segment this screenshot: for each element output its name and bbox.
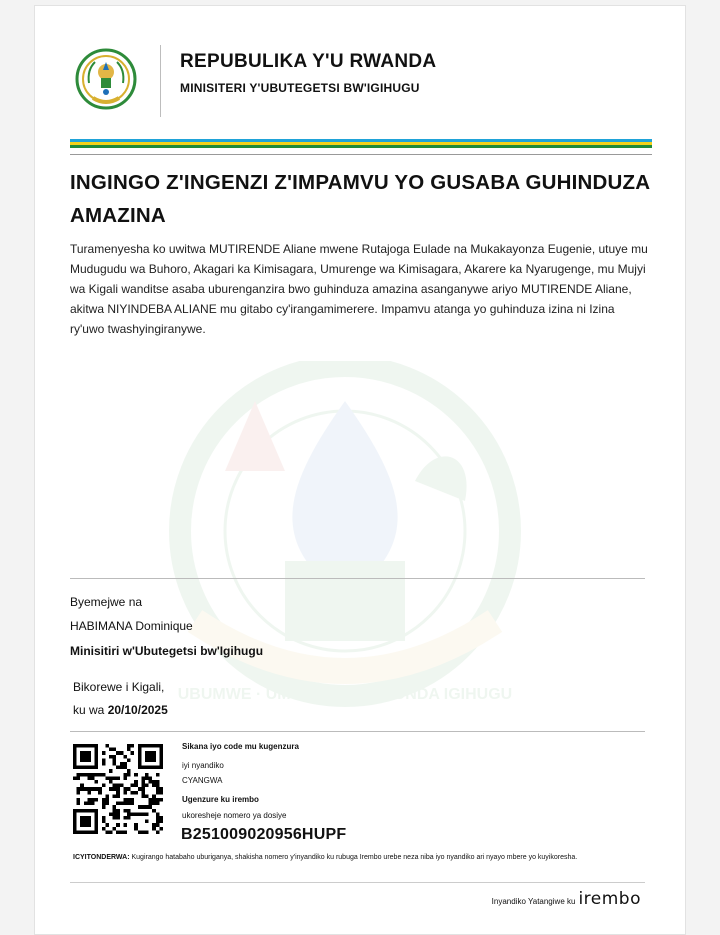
flag-underline <box>70 154 652 155</box>
approver-ministry: Minisitiri w'Ubutegetsi bw'Igihugu <box>70 644 264 658</box>
footer-text: Inyandiko Yatangiwe ku <box>491 897 576 906</box>
document-page <box>34 5 686 935</box>
approver-name: HABIMANA Dominique <box>70 619 193 633</box>
document-body: Turamenyesha ko uwitwa MUTIRENDE Aliane mwene Rutajoga Eulade na Mukakayonza Eugenie, utuye mu Mudugudu wa Buhoro, Akagari ka Kimisagara, Umurenge wa Kimisagara, Akarere ka Nyarugenge, mu Mujyi wa Kigali wanditse asaba uburenganzira bwo guhinduza amazina asanganywe ariyo MUTIRENDE Aliane, akitwa NIYINDEBA ALIANE mu gitabo cy'irangamimerere. Impamvu atanga yo guhinduza izina ni Izina ry'uwo twashyingiranywe. <box>70 242 648 336</box>
verify-line-5: ukoresheje nomero ya dosiye <box>182 811 287 820</box>
issue-date-prefix: ku wa <box>73 703 105 717</box>
document-number: B251009020956HUPF <box>181 826 347 843</box>
watermark-motto: UBUMWE · UMURIMO · GUKUNDA IGIHUGU <box>177 686 513 703</box>
warning-notice <box>73 851 653 864</box>
document-title: INGINGO Z'INGENZI Z'IMPAMVU YO GUSABA GUHINDUZA AMAZINA <box>70 171 650 227</box>
irembo-logo: irembo <box>578 889 641 909</box>
verify-line-3: CYANGWA <box>182 776 223 785</box>
verification-divider <box>70 731 645 732</box>
flag-stripe-green <box>70 145 652 148</box>
ministry-title: MINISITERI Y'UBUTEGETSI BW'IGIHUGU <box>180 81 420 95</box>
footer <box>492 889 641 909</box>
notice-text: Kugirango hatabaho uburiganya, shakisha nomero y'inyandiko ku rubuga Irembo urebe neza niba iyo nyandiko ari nyayo mbere yo kuyikoresha. <box>131 854 578 861</box>
rwanda-coat-of-arms-icon <box>75 48 137 110</box>
issue-date-line <box>73 703 168 717</box>
issue-date: 20/10/2025 <box>107 703 168 717</box>
qr-code-icon <box>73 744 163 834</box>
section-divider <box>70 578 645 579</box>
footer-divider <box>70 882 645 883</box>
approved-by-label: Byemejwe na <box>70 595 143 609</box>
flag-stripe <box>70 139 652 155</box>
verify-line-1: Sikana iyo code mu kugenzura <box>182 742 299 751</box>
republic-title: REPUBULIKA Y'U RWANDA <box>180 51 437 72</box>
notice-label: ICYITONDERWA: <box>73 854 130 861</box>
issue-place: Bikorewe i Kigali, <box>73 680 165 694</box>
verify-line-2: iyi nyandiko <box>182 761 224 770</box>
watermark-emblem-icon <box>135 361 555 721</box>
verify-line-4: Ugenzure ku irembo <box>182 795 259 804</box>
header-divider <box>160 45 161 117</box>
